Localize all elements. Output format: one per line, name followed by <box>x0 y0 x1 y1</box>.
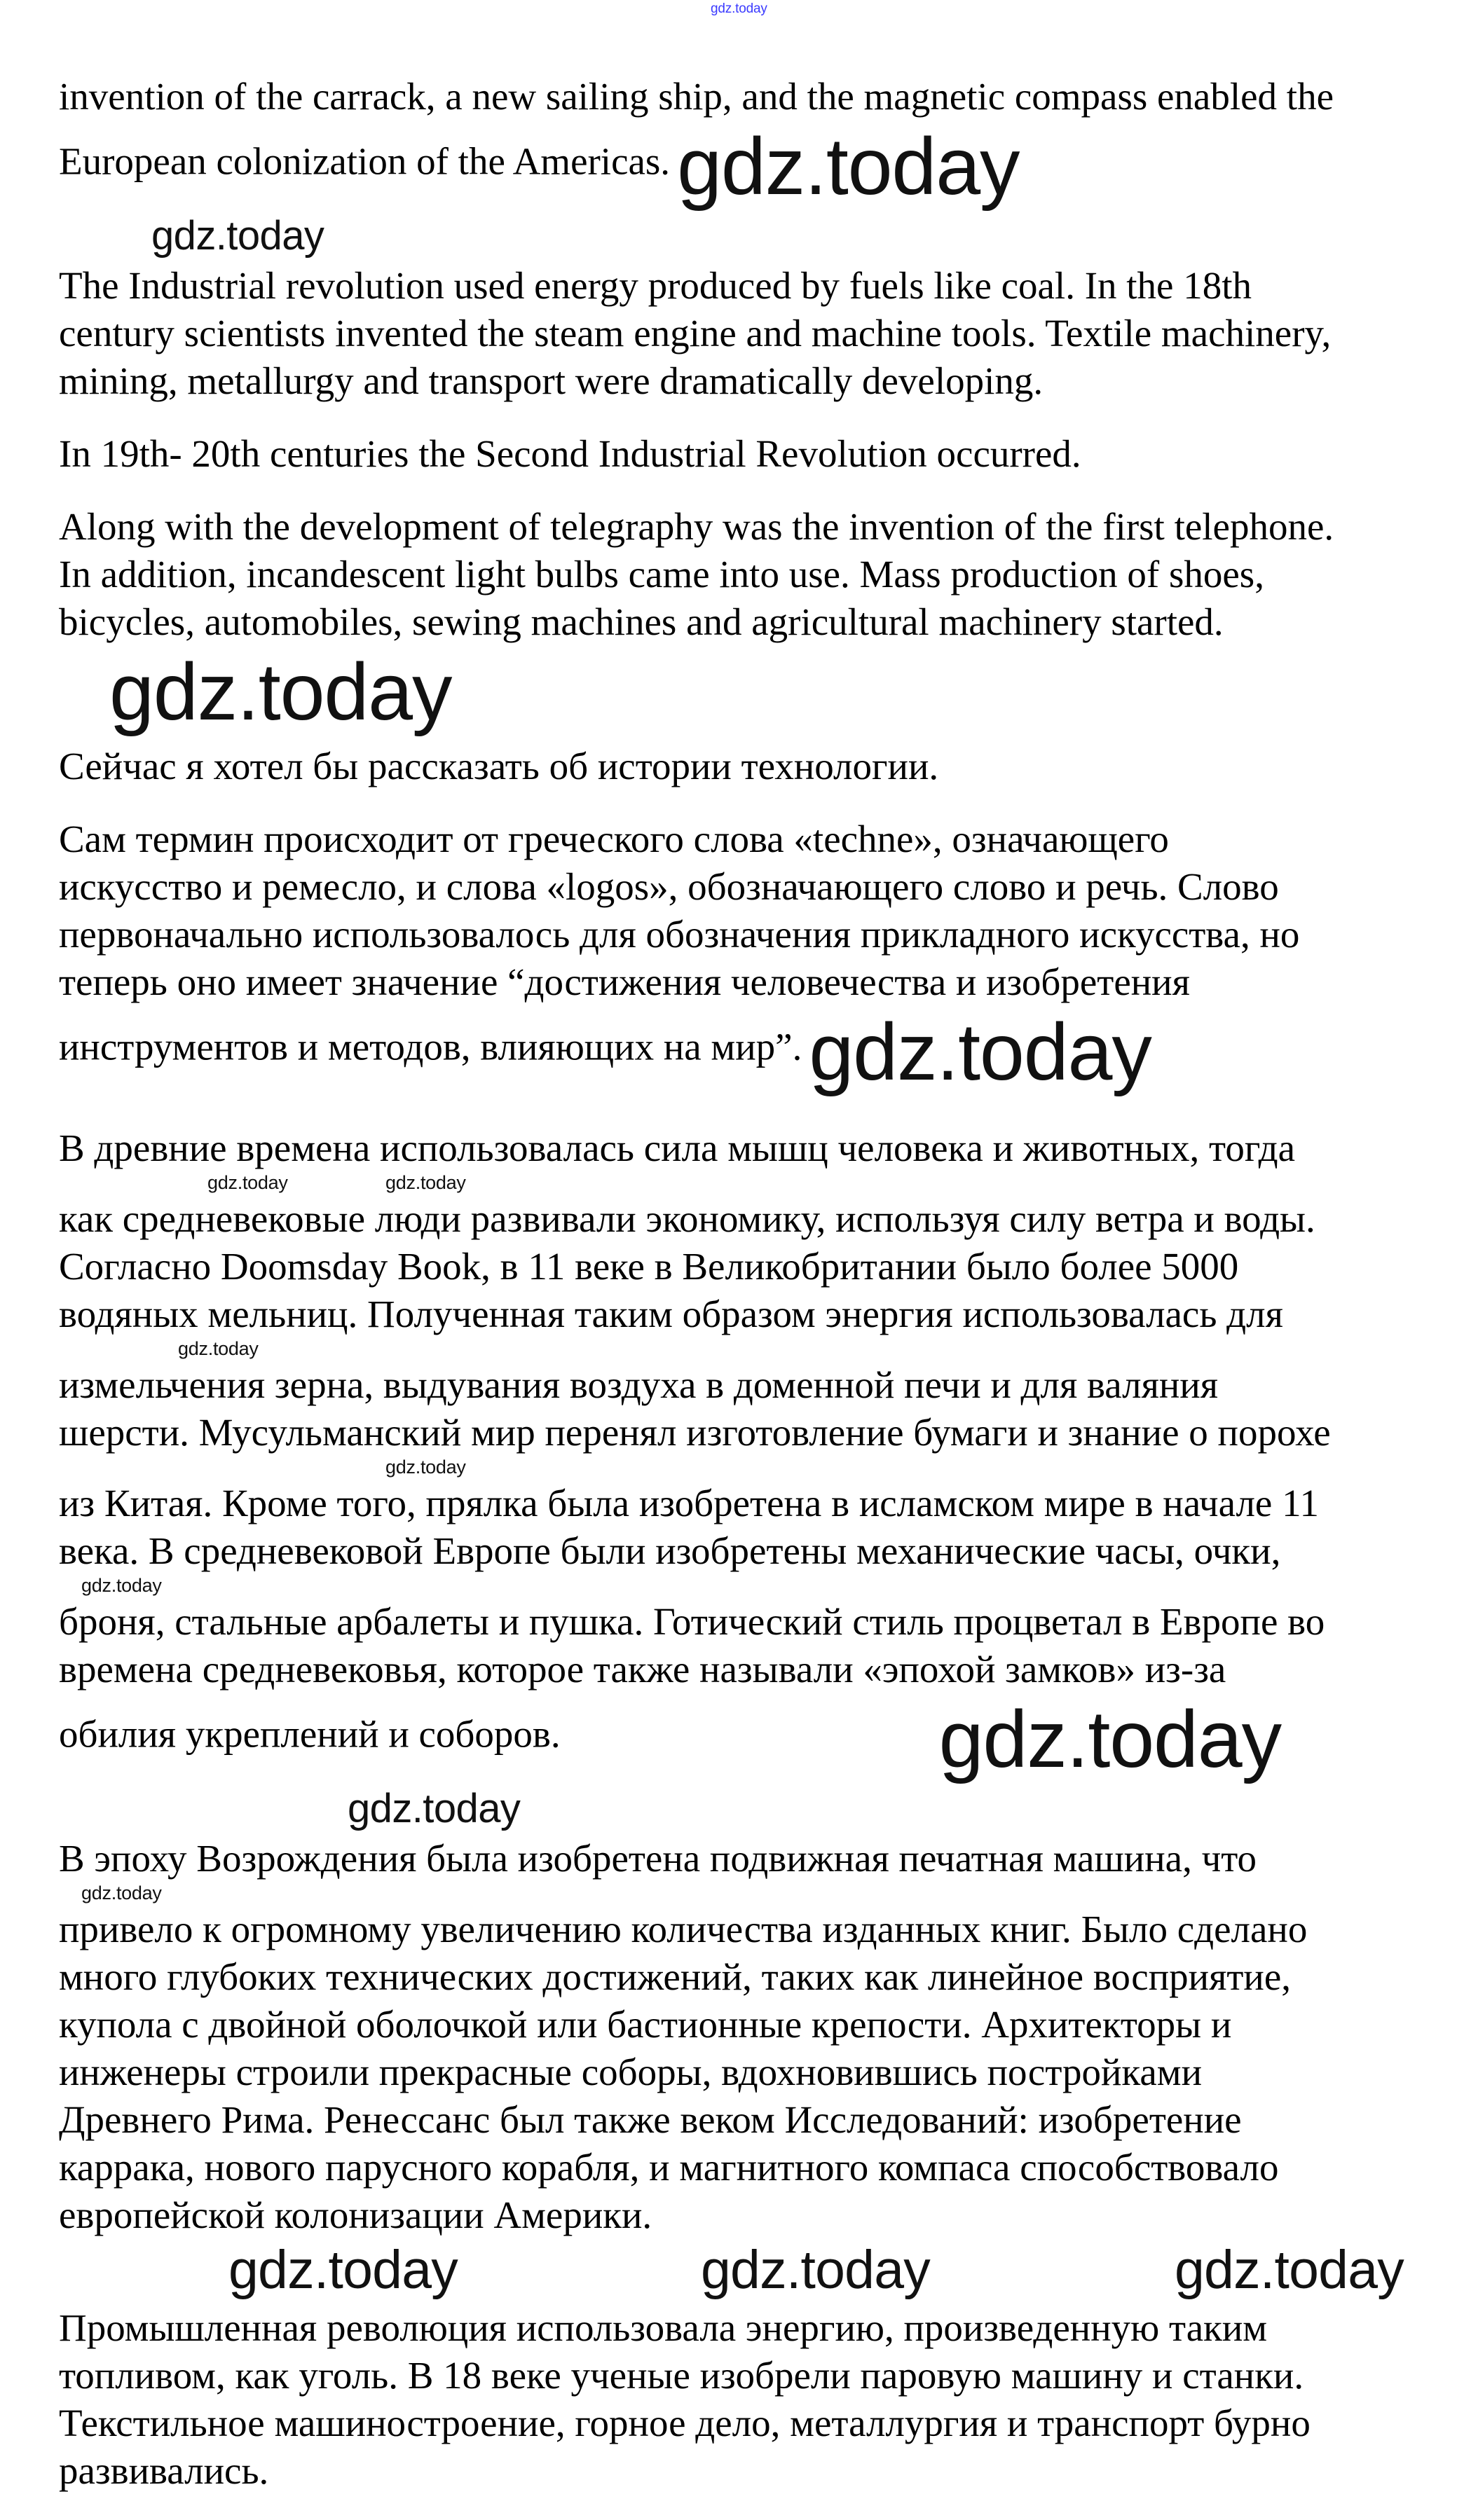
line-text: Промышленная революция использовала энергию, произведенную таким <box>59 2306 1268 2349</box>
watermark: gdz.today <box>151 213 324 259</box>
watermark-row <box>0 1172 1464 1195</box>
paragraph-7-line <box>0 1527 1464 1575</box>
paragraph-7-line <box>0 1598 1464 1646</box>
paragraph <box>0 743 1464 790</box>
paragraph-6-line <box>0 911 1464 958</box>
line-text: bicycles, automobiles, sewing machines and agricultural machinery started. <box>59 600 1224 644</box>
paragraph-8-line <box>0 2096 1464 2144</box>
watermark: gdz.today <box>348 1785 521 1831</box>
line-text: измельчения зерна, выдувания воздуха в доменной печи и для валяния <box>59 1363 1219 1406</box>
paragraph-8-line <box>0 1835 1464 1882</box>
watermark-row <box>0 646 1464 743</box>
watermark: gdz.today <box>228 2239 458 2300</box>
watermark: gdz.today <box>677 122 1020 212</box>
line-text: броня, стальные арбалеты и пушка. Готический стиль процветал в Европе во <box>59 1599 1325 1643</box>
paragraph-6-line <box>0 958 1464 1006</box>
paragraph <box>0 1835 1464 2304</box>
watermark: gdz.today <box>81 1882 162 1903</box>
paragraph-5-line <box>0 743 1464 790</box>
line-text: водяных мельниц. Полученная таким образом энергия использовалась для <box>59 1292 1283 1335</box>
paragraph-7-line <box>0 1646 1464 1693</box>
paragraph-3-line <box>0 430 1464 478</box>
watermark: gdz.today <box>385 1456 466 1478</box>
paragraph-7-line <box>0 1124 1464 1172</box>
line-text: времена средневековья, которое также называли «эпохой замков» из-за <box>59 1647 1226 1691</box>
header <box>0 0 1464 73</box>
paragraph-7-line <box>0 1290 1464 1338</box>
watermark-row <box>0 1575 1464 1598</box>
watermark-row <box>0 213 1464 262</box>
line-text: первоначально использовалось для обозначения прикладного искусства, но <box>59 913 1300 956</box>
paragraph-6-line <box>0 863 1464 911</box>
line-text: Древнего Рима. Ренессанс был также веком Исследований: изобретение <box>59 2098 1242 2141</box>
line-text: обилия укреплений и соборов. <box>59 1712 561 1755</box>
line-text: Текстильное машиностроение, горное дело, металлургия и транспорт бурно <box>59 2401 1311 2444</box>
paragraph-7-line <box>0 1409 1464 1457</box>
watermark-row <box>0 1338 1464 1361</box>
line-text: топливом, как уголь. В 18 веке ученые изобрели паровую машину и станки. <box>59 2353 1304 2397</box>
paragraph-7-line <box>0 1480 1464 1527</box>
paragraph-9-line <box>0 2304 1464 2352</box>
line-text: как средневековые люди развивали экономику, используя силу ветра и воды. <box>59 1197 1315 1240</box>
paragraph-4-line <box>0 551 1464 598</box>
watermark: gdz.today <box>109 647 452 738</box>
paragraph-8-line <box>0 2144 1464 2191</box>
line-text: каррака, нового парусного корабля, и магнитного компаса способствовало <box>59 2145 1279 2189</box>
paragraph-7-line <box>0 1195 1464 1243</box>
line-text: European colonization of the Americas. <box>59 139 671 183</box>
paragraph-2-line <box>0 357 1464 405</box>
watermark: gdz.today <box>938 1694 1281 1784</box>
line-text: Along with the development of telegraphy was the invention of the first telephone. <box>59 505 1334 549</box>
paragraph-7-line <box>0 1693 1464 1786</box>
paragraph-6-line <box>0 1006 1464 1099</box>
paragraph-9-line <box>0 2399 1464 2447</box>
paragraph-6-line <box>0 815 1464 863</box>
line-text: инструментов и методов, влияющих на мир”. <box>59 1025 802 1068</box>
line-text: The Industrial revolution used energy produced by fuels like coal. In the 18th <box>59 264 1252 308</box>
line-text: много глубоких технических достижений, таких как линейное восприятие, <box>59 1955 1292 1998</box>
line-text: Согласно Doomsday Book, в 11 веке в Великобритании было более 5000 <box>59 1244 1239 1288</box>
header-watermark: gdz.today <box>711 1 767 16</box>
paragraph <box>0 1124 1464 1835</box>
paragraph-1-line <box>0 121 1464 213</box>
watermark-row <box>0 2239 1464 2304</box>
line-text: In addition, incandescent light bulbs came into use. Mass production of shoes, <box>59 553 1264 596</box>
paragraph <box>0 262 1464 405</box>
document-text <box>0 73 1464 2495</box>
paragraph <box>0 2304 1464 2495</box>
line-text: искусство и ремесло, и слова «logos», обозначающего слово и речь. Слово <box>59 865 1279 909</box>
paragraph-1-line <box>0 73 1464 121</box>
paragraph-8-line <box>0 2191 1464 2239</box>
line-text: развивались. <box>59 2449 269 2492</box>
paragraph-9-line <box>0 2352 1464 2399</box>
watermark: gdz.today <box>81 1574 162 1596</box>
paragraph-4-line <box>0 598 1464 646</box>
line-text: В эпоху Возрождения была изобретена подвижная печатная машина, что <box>59 1836 1257 1880</box>
watermark: gdz.today <box>1175 2239 1404 2300</box>
paragraph-7-line <box>0 1361 1464 1409</box>
watermark: gdz.today <box>809 1007 1151 1098</box>
line-text: шерсти. Мусульманский мир перенял изготовление бумаги и знание о порохе <box>59 1410 1331 1454</box>
paragraph <box>0 815 1464 1099</box>
line-text: купола с двойной оболочкой или бастионные крепости. Архитекторы и <box>59 2002 1232 2046</box>
paragraph <box>0 73 1464 262</box>
paragraph-9-line <box>0 2447 1464 2495</box>
watermark-row <box>0 1457 1464 1480</box>
line-text: века. В средневековой Европе были изобретены механические часы, очки, <box>59 1529 1281 1572</box>
paragraph-2-line <box>0 310 1464 357</box>
line-text: invention of the carrack, a new sailing ship, and the magnetic compass enabled the <box>59 75 1334 118</box>
line-text: century scientists invented the steam engine and machine tools. Textile machinery, <box>59 312 1332 355</box>
line-text: привело к огромному увеличению количества изданных книг. Было сделано <box>59 1907 1308 1950</box>
line-text: инженеры строили прекрасные соборы, вдохновившись постройками <box>59 2050 1203 2093</box>
paragraph-8-line <box>0 1906 1464 1953</box>
line-text: европейской колонизации Америки. <box>59 2193 652 2236</box>
paragraph-8-line <box>0 2049 1464 2096</box>
line-text: In 19th- 20th centuries the Second Industrial Revolution occurred. <box>59 432 1081 476</box>
watermark: gdz.today <box>207 1171 288 1193</box>
paragraph-8-line <box>0 2001 1464 2049</box>
watermark-row <box>0 1882 1464 1906</box>
paragraph <box>0 430 1464 478</box>
line-text: mining, metallurgy and transport were dramatically developing. <box>59 359 1044 403</box>
paragraph-4-line <box>0 503 1464 551</box>
paragraph <box>0 503 1464 743</box>
watermark: gdz.today <box>178 1337 259 1359</box>
line-text: В древние времена использовалась сила мышц человека и животных, тогда <box>59 1126 1296 1169</box>
watermark: gdz.today <box>701 2239 930 2300</box>
watermark: gdz.today <box>385 1171 466 1193</box>
paragraph-8-line <box>0 1953 1464 2001</box>
line-text: Сам термин происходит от греческого слова «techne», означающего <box>59 818 1169 861</box>
line-text: Сейчас я хотел бы рассказать об истории технологии. <box>59 745 939 788</box>
watermark-row <box>0 1786 1464 1835</box>
line-text: теперь оно имеет значение “достижения человечества и изобретения <box>59 961 1190 1004</box>
paragraph-7-line <box>0 1243 1464 1290</box>
paragraph-2-line <box>0 262 1464 310</box>
line-text: из Китая. Кроме того, прялка была изобретена в исламском мире в начале 11 <box>59 1481 1320 1524</box>
